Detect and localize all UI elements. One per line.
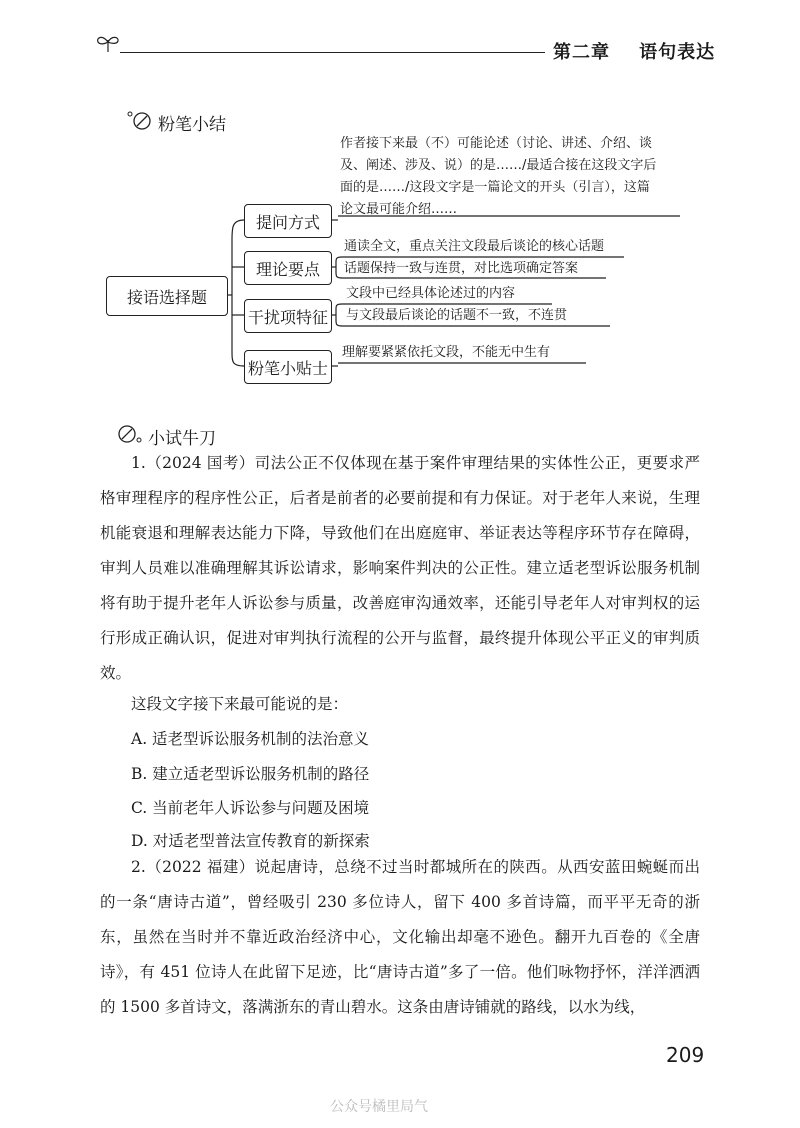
- page-number: 209: [666, 1043, 705, 1067]
- note-line: 理解要紧紧依托文段，不能无中生有: [342, 345, 551, 360]
- question-1-text: 1.（2024 国考）司法公正不仅体现在基于案件审理结果的实体性公正，更要求严格审理程序的程序性公正，后者是前者的必要前提和有力保证。对于老年人来说，生理机能衰退和理解表达能力下降，导致他们在出庭庭审、举证表达等程序环节存在障碍，审判人员难以准确理解其诉讼请求，影响案件判决的公正性。建立适老型诉讼服务机制将有助于提升老年人诉讼参与质量，改善庭审沟通效率，还能引导老年人对审判权的运行形成正确认识，促进对审判执行流程的公开与监督，最终提升体现公平正义的审判质效。: [100, 454, 700, 682]
- note-line: 论文最可能介绍……: [340, 202, 458, 217]
- branch-question-form-notes: [340, 133, 656, 221]
- branch-distractor-notes: [346, 283, 567, 327]
- branch-theory-points-notes: [344, 236, 604, 280]
- question-1-passage: [100, 446, 700, 691]
- branch-tips-notes: [342, 342, 550, 364]
- note-line: 面的是……/这段文字是一篇论文的开头（引言），这篇: [340, 180, 650, 195]
- question-1-option-a: A. 适老型诉讼服务机制的法治意义: [131, 730, 370, 748]
- note-line: 通读全文，重点关注文段最后谈论的核心话题: [344, 239, 605, 254]
- note-line: 文段中已经具体论述过的内容: [346, 286, 516, 301]
- question-1-option-d: D. 对适老型普法宣传教育的新探索: [131, 832, 370, 850]
- note-line: 与文段最后谈论的话题不一致，不连贯: [346, 308, 568, 323]
- question-2-text: 2.（2022 福建）说起唐诗，总绕不过当时都城所在的陕西。从西安蓝田蜿蜒而出的一条“唐诗古道”，曾经吸引 230 多位诗人，留下 400 多首诗篇，而平平无奇的浙东，虽然在当时并不靠近政治经济中心，文化输出却毫不逊色。翻开九百卷的《全唐诗》，有 451 位诗人在此留下足迹，比“唐诗古道”多了一倍。他们咏物抒怀，洋洋洒洒的 1500 多首诗文，落满浙东的青山碧水。这条由唐诗铺就的路线，以水为线，: [100, 858, 700, 1016]
- branch-theory-points: 理论要点: [244, 251, 332, 285]
- chapter-label: 第二章: [553, 42, 610, 63]
- branch-tips: 粉笔小贴士: [244, 350, 332, 384]
- chapter-title: 语句表达: [639, 42, 716, 63]
- question-1-option-b: B. 建立适老型诉讼服务机制的路径: [131, 765, 370, 783]
- note-line: 作者接下来最（不）可能论述（讨论、讲述、介绍、谈: [340, 136, 653, 151]
- note-line: 话题保持一致与连贯，对比选项确定答案: [344, 261, 579, 276]
- practice-title: 小试牛刀: [148, 429, 216, 449]
- note-line: 及、阐述、涉及、说）的是……/最适合接在这段文字后: [340, 158, 657, 173]
- branch-distractor-features: 干扰项特征: [244, 299, 332, 333]
- watermark: 公众号橘里局气: [330, 1099, 428, 1115]
- summary-title: 粉笔小结: [158, 115, 226, 135]
- mindmap-root: 接语选择题: [106, 276, 228, 316]
- question-1-prompt: 这段文字接下来最可能说的是：: [131, 695, 349, 713]
- pencil-circle-icon: [118, 424, 144, 444]
- question-1-option-c: C. 当前老年人诉讼参与问题及困境: [131, 799, 370, 817]
- question-2-passage: [100, 850, 700, 1025]
- branch-question-form: 提问方式: [244, 204, 332, 238]
